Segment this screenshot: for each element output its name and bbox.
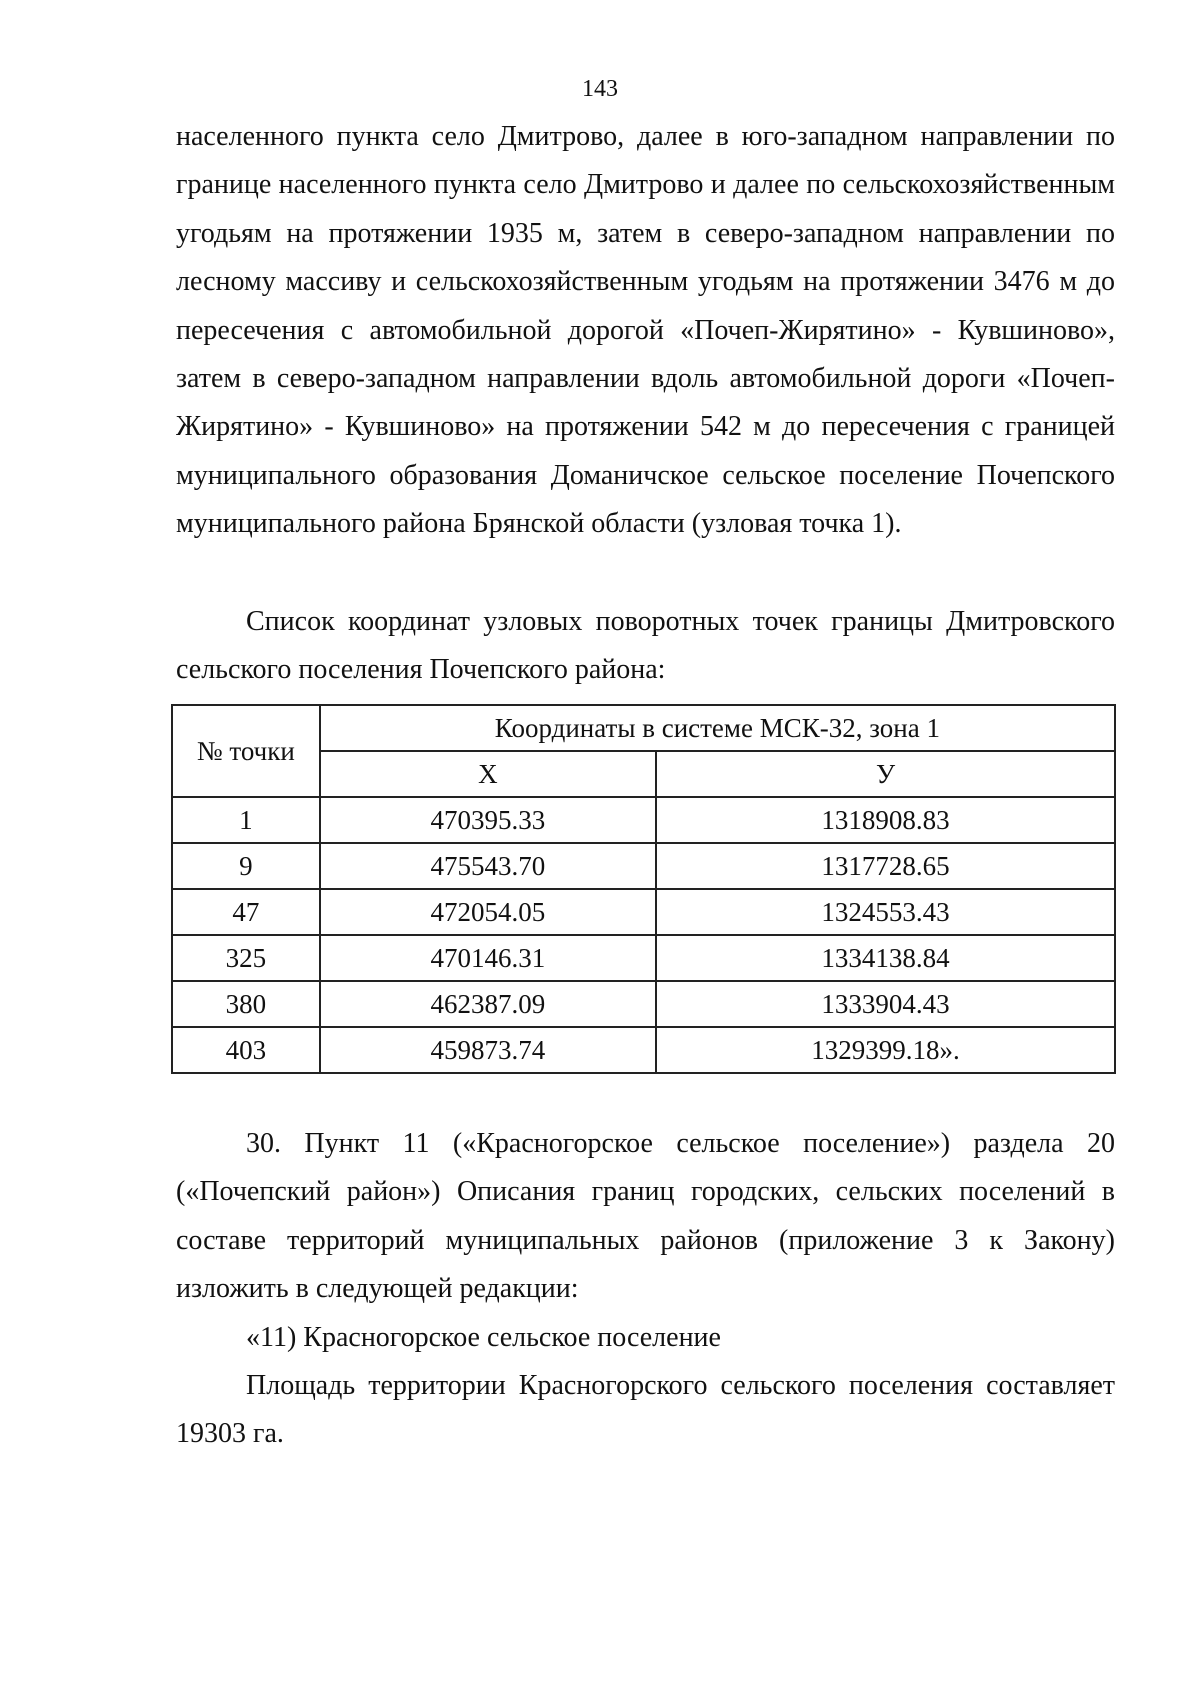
paragraph-area: Площадь территории Красногорского сельского поселения составляет 19303 га. <box>176 1370 1115 1450</box>
paragraph-item-30: 30. Пункт 11 («Красногорское сельское поселение») раздела 20 («Почепский район») Описания границ городских, сельских поселений в составе территорий муниципальных районов (приложение 3 к Закону) изложить в следующей редакции: <box>176 1128 1115 1305</box>
coordinates-table <box>171 704 1116 1074</box>
cell-x: 470395.33 <box>320 797 656 843</box>
header-coordinate-system: Координаты в системе МСК-32, зона 1 <box>320 705 1115 751</box>
cell-y: 1329399.18». <box>656 1027 1115 1073</box>
cell-point: 403 <box>172 1027 320 1073</box>
table-row <box>172 981 1115 1027</box>
cell-point: 47 <box>172 889 320 935</box>
table-row <box>172 843 1115 889</box>
cell-x: 459873.74 <box>320 1027 656 1073</box>
text-block-list-intro <box>176 598 1115 695</box>
text-block-bottom <box>176 1120 1115 1459</box>
cell-y: 1334138.84 <box>656 935 1115 981</box>
cell-x: 470146.31 <box>320 935 656 981</box>
paragraph-coordinates-intro: Список координат узловых поворотных точек границы Дмитровского сельского поселения Почепского района: <box>176 606 1115 686</box>
cell-point: 1 <box>172 797 320 843</box>
table-row <box>172 1027 1115 1073</box>
paragraph-boundary-description: населенного пункта село Дмитрово, далее в юго-западном направлении по границе населенного пункта село Дмитрово и далее по сельскохозяйственным угодьям на протяжении 1935 м, затем в северо-западном направлении по лесному массиву и сельскохозяйственным угодьям на протяжении 3476 м до пересечения с автомобильной дорогой «Почеп-Жирятино» - Кувшиново», затем в северо-западном направлении вдоль автомобильной дороги «Почеп-Жирятино» - Кувшиново» на протяжении 542 м до пересечения с границей муниципального образования Доманичское сельское поселение Почепского муниципального района Брянской области (узловая точка 1). <box>176 121 1115 540</box>
cell-y: 1324553.43 <box>656 889 1115 935</box>
table-row <box>172 889 1115 935</box>
header-y: У <box>656 751 1115 797</box>
table-row <box>172 935 1115 981</box>
cell-x: 475543.70 <box>320 843 656 889</box>
cell-x: 472054.05 <box>320 889 656 935</box>
table-header-row <box>172 705 1115 751</box>
header-point-number: № точки <box>172 705 320 797</box>
cell-y: 1318908.83 <box>656 797 1115 843</box>
cell-point: 380 <box>172 981 320 1027</box>
text-block-top <box>176 113 1115 549</box>
cell-x: 462387.09 <box>320 981 656 1027</box>
header-x: X <box>320 751 656 797</box>
paragraph-settlement-heading: «11) Красногорское сельское поселение <box>246 1321 721 1353</box>
page-number: 143 <box>582 76 618 102</box>
cell-y: 1333904.43 <box>656 981 1115 1027</box>
cell-point: 9 <box>172 843 320 889</box>
cell-point: 325 <box>172 935 320 981</box>
table-row <box>172 797 1115 843</box>
cell-y: 1317728.65 <box>656 843 1115 889</box>
